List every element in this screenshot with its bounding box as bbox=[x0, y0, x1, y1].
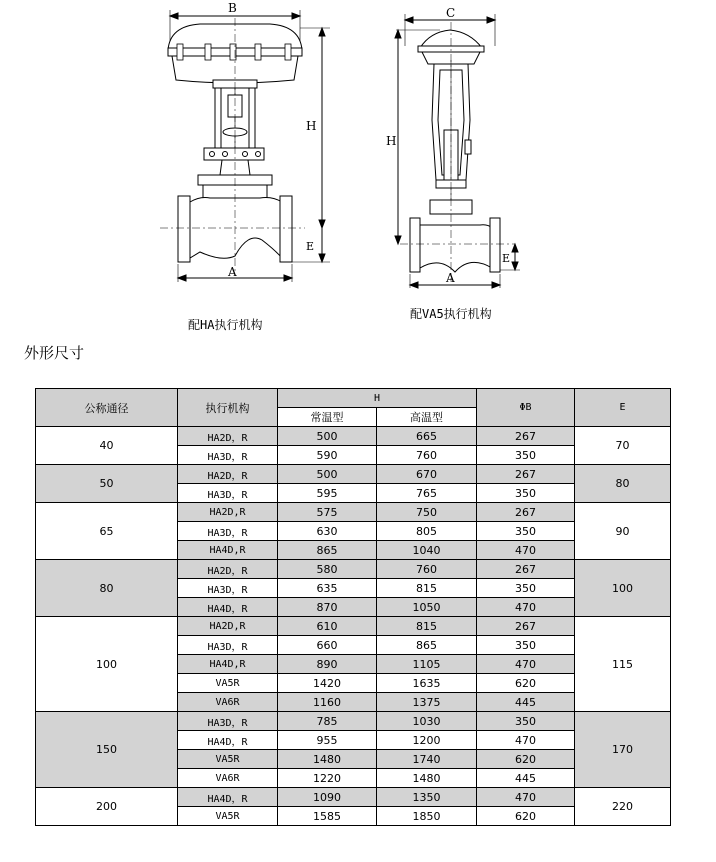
cell-h-normal: 635 bbox=[278, 579, 377, 598]
cell-h-normal: 500 bbox=[278, 427, 377, 446]
cell-phi-b: 350 bbox=[477, 636, 575, 655]
cell-nominal-diameter: 80 bbox=[36, 560, 178, 617]
cell-h-normal: 955 bbox=[278, 731, 377, 750]
caption-ha: 配HA执行机构 bbox=[188, 318, 263, 332]
cell-phi-b: 267 bbox=[477, 427, 575, 446]
cell-h-high: 1050 bbox=[377, 598, 477, 617]
cell-actuator: HA3D，R bbox=[178, 636, 278, 655]
cell-h-high: 765 bbox=[377, 484, 477, 503]
cell-h-normal: 865 bbox=[278, 541, 377, 560]
dim-c-label: C bbox=[446, 6, 456, 20]
cell-h-high: 1740 bbox=[377, 750, 477, 769]
cell-phi-b: 470 bbox=[477, 541, 575, 560]
cell-h-high: 815 bbox=[377, 617, 477, 636]
cell-h-normal: 590 bbox=[278, 446, 377, 465]
header-phi-b: ΦB bbox=[477, 389, 575, 427]
cell-h-normal: 1220 bbox=[278, 769, 377, 788]
cell-actuator: HA3D，R bbox=[178, 712, 278, 731]
cell-h-normal: 870 bbox=[278, 598, 377, 617]
cell-actuator: HA2D，R bbox=[178, 427, 278, 446]
cell-h-normal: 575 bbox=[278, 503, 377, 522]
cell-phi-b: 267 bbox=[477, 560, 575, 579]
cell-actuator: HA2D,R bbox=[178, 617, 278, 636]
cell-actuator: HA4D，R bbox=[178, 788, 278, 807]
cell-actuator: HA2D,R bbox=[178, 503, 278, 522]
cell-phi-b: 470 bbox=[477, 598, 575, 617]
cell-actuator: VA6R bbox=[178, 769, 278, 788]
cell-nominal-diameter: 100 bbox=[36, 617, 178, 712]
cell-actuator: HA4D,R bbox=[178, 655, 278, 674]
cell-phi-b: 620 bbox=[477, 674, 575, 693]
dim-e-label-left: E bbox=[306, 240, 315, 253]
dim-h-label-left: H bbox=[306, 119, 317, 133]
dim-e-label-right: E bbox=[502, 252, 511, 265]
cell-phi-b: 350 bbox=[477, 579, 575, 598]
cell-e: 170 bbox=[575, 712, 671, 788]
cell-actuator: HA2D，R bbox=[178, 560, 278, 579]
cell-h-normal: 1585 bbox=[278, 807, 377, 826]
valve-drawings bbox=[0, 0, 716, 340]
cell-h-high: 1105 bbox=[377, 655, 477, 674]
dim-h-label-right: H bbox=[386, 134, 397, 148]
cell-h-normal: 785 bbox=[278, 712, 377, 731]
cell-h-high: 665 bbox=[377, 427, 477, 446]
cell-h-high: 1850 bbox=[377, 807, 477, 826]
cell-phi-b: 267 bbox=[477, 617, 575, 636]
cell-nominal-diameter: 150 bbox=[36, 712, 178, 788]
cell-h-high: 750 bbox=[377, 503, 477, 522]
cell-h-high: 815 bbox=[377, 579, 477, 598]
cell-h-high: 760 bbox=[377, 446, 477, 465]
cell-h-normal: 1480 bbox=[278, 750, 377, 769]
dim-a-label-right: A bbox=[446, 271, 455, 285]
table-row bbox=[36, 617, 671, 636]
cell-phi-b: 445 bbox=[477, 693, 575, 712]
table-row bbox=[36, 427, 671, 446]
cell-phi-b: 470 bbox=[477, 655, 575, 674]
cell-h-normal: 890 bbox=[278, 655, 377, 674]
cell-h-high: 1040 bbox=[377, 541, 477, 560]
cell-phi-b: 350 bbox=[477, 712, 575, 731]
cell-nominal-diameter: 40 bbox=[36, 427, 178, 465]
header-high-temp: 高温型 bbox=[377, 408, 477, 427]
cell-nominal-diameter: 65 bbox=[36, 503, 178, 560]
table-row bbox=[36, 465, 671, 484]
cell-h-high: 1480 bbox=[377, 769, 477, 788]
dimensions-table bbox=[35, 388, 671, 826]
cell-h-high: 670 bbox=[377, 465, 477, 484]
cell-nominal-diameter: 200 bbox=[36, 788, 178, 826]
cell-actuator: HA3D，R bbox=[178, 484, 278, 503]
cell-actuator: VA5R bbox=[178, 674, 278, 693]
cell-actuator: VA5R bbox=[178, 807, 278, 826]
cell-h-normal: 500 bbox=[278, 465, 377, 484]
cell-h-high: 760 bbox=[377, 560, 477, 579]
cell-e: 70 bbox=[575, 427, 671, 465]
cell-h-high: 1350 bbox=[377, 788, 477, 807]
cell-h-high: 865 bbox=[377, 636, 477, 655]
cell-e: 100 bbox=[575, 560, 671, 617]
cell-h-high: 805 bbox=[377, 522, 477, 541]
cell-phi-b: 445 bbox=[477, 769, 575, 788]
cell-actuator: HA3D，R bbox=[178, 446, 278, 465]
cell-h-normal: 660 bbox=[278, 636, 377, 655]
header-h: H bbox=[278, 389, 477, 408]
header-e: E bbox=[575, 389, 671, 427]
cell-actuator: HA4D，R bbox=[178, 731, 278, 750]
header-actuator: 执行机构 bbox=[178, 389, 278, 427]
cell-phi-b: 620 bbox=[477, 807, 575, 826]
cell-phi-b: 267 bbox=[477, 503, 575, 522]
cell-h-normal: 1420 bbox=[278, 674, 377, 693]
table-row bbox=[36, 503, 671, 522]
cell-phi-b: 350 bbox=[477, 446, 575, 465]
cell-h-high: 1375 bbox=[377, 693, 477, 712]
cell-actuator: HA4D,R bbox=[178, 541, 278, 560]
table-row bbox=[36, 712, 671, 731]
table-body bbox=[36, 427, 671, 826]
cell-h-normal: 1160 bbox=[278, 693, 377, 712]
cell-actuator: VA5R bbox=[178, 750, 278, 769]
cell-phi-b: 470 bbox=[477, 731, 575, 750]
cell-e: 80 bbox=[575, 465, 671, 503]
cell-actuator: HA4D，R bbox=[178, 598, 278, 617]
ha-valve-drawing bbox=[160, 10, 330, 282]
caption-va5: 配VA5执行机构 bbox=[410, 307, 492, 321]
header-nominal-diameter: 公称通径 bbox=[36, 389, 178, 427]
section-title: 外形尺寸 bbox=[24, 344, 85, 362]
table-row bbox=[36, 560, 671, 579]
cell-h-normal: 610 bbox=[278, 617, 377, 636]
cell-h-normal: 580 bbox=[278, 560, 377, 579]
cell-phi-b: 350 bbox=[477, 484, 575, 503]
cell-actuator: HA2D，R bbox=[178, 465, 278, 484]
cell-actuator: HA3D，R bbox=[178, 522, 278, 541]
cell-h-normal: 595 bbox=[278, 484, 377, 503]
cell-nominal-diameter: 50 bbox=[36, 465, 178, 503]
cell-actuator: HA3D，R bbox=[178, 579, 278, 598]
cell-e: 90 bbox=[575, 503, 671, 560]
cell-phi-b: 267 bbox=[477, 465, 575, 484]
cell-actuator: VA6R bbox=[178, 693, 278, 712]
cell-h-normal: 630 bbox=[278, 522, 377, 541]
header-normal-temp: 常温型 bbox=[278, 408, 377, 427]
cell-phi-b: 620 bbox=[477, 750, 575, 769]
dim-b-label: B bbox=[228, 1, 237, 15]
cell-e: 220 bbox=[575, 788, 671, 826]
va5-valve-drawing bbox=[395, 14, 520, 288]
cell-phi-b: 350 bbox=[477, 522, 575, 541]
cell-e: 115 bbox=[575, 617, 671, 712]
cell-h-normal: 1090 bbox=[278, 788, 377, 807]
table-row bbox=[36, 788, 671, 807]
dim-a-label-left: A bbox=[228, 265, 237, 279]
cell-h-high: 1635 bbox=[377, 674, 477, 693]
cell-h-high: 1030 bbox=[377, 712, 477, 731]
cell-h-high: 1200 bbox=[377, 731, 477, 750]
cell-phi-b: 470 bbox=[477, 788, 575, 807]
